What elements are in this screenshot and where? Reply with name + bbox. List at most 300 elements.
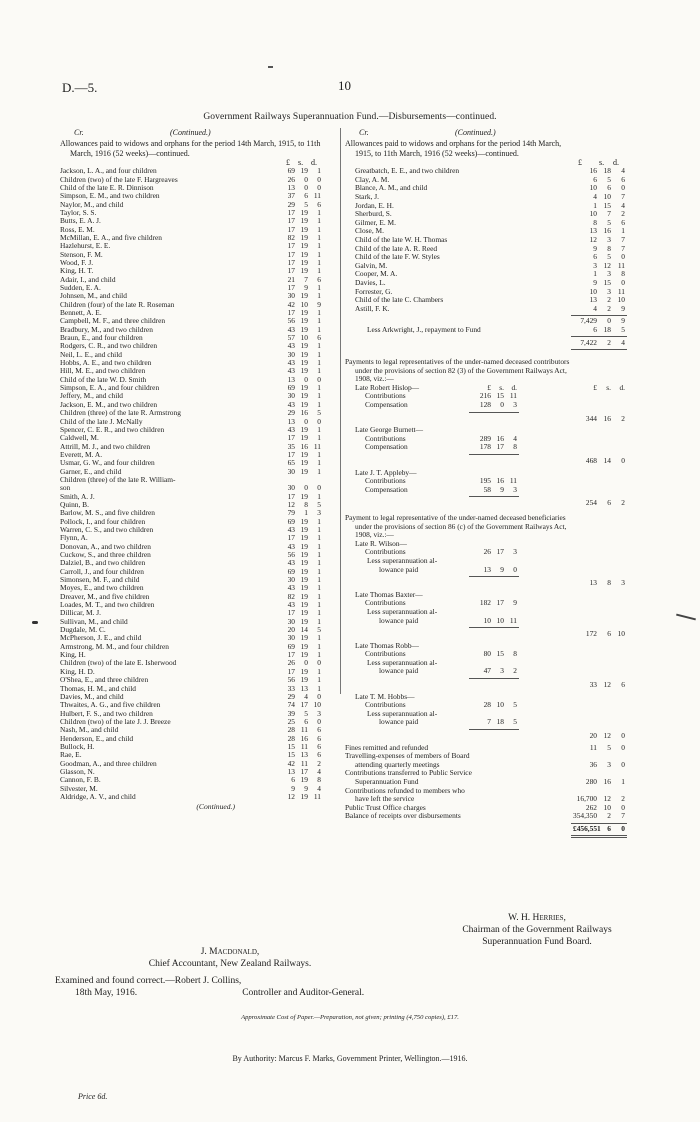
amount-shillings: 12: [603, 680, 611, 690]
disbursement-label: Travelling-expenses of members of Board: [345, 751, 470, 761]
amount-shillings: 19: [300, 491, 308, 501]
pence-header: d.: [311, 158, 317, 168]
chairman-title: Chairman of the Government Railways: [462, 925, 612, 935]
pound-header: £: [578, 158, 582, 168]
disbursement-label: Balance of receipts over disbursements: [345, 811, 461, 821]
shilling-header: s.: [606, 382, 611, 392]
amount-shillings: 19: [300, 566, 308, 576]
amount-pounds: 13: [287, 416, 295, 426]
amount-shillings: 7: [607, 209, 611, 219]
section-86-text: Payment to legal representative of the under-named deceased beneficiaries under the provisions of section 86 (c) of the Government Railways Act, 1908, viz.:—: [345, 512, 567, 540]
left-intro: Allowances paid to widows and orphans for the period 14th March, 1915, to 11th March, 1916 (52 weeks)—continued.: [60, 139, 321, 158]
amount-shillings: 5: [607, 217, 611, 227]
amount-pence: 2: [513, 666, 517, 676]
amount-pounds: 69: [287, 516, 295, 526]
amount-shillings: 0: [304, 483, 308, 493]
recipient-name: Cuckow, S., and three children: [60, 550, 151, 559]
recipient-name: Forrester, G.: [355, 286, 393, 296]
recipient-name: Children (three) of the late R. Armstrong: [60, 408, 181, 418]
recipient-name: Everett, M. A.: [60, 449, 103, 459]
amount-pounds: 7,422: [580, 338, 597, 348]
recipient-name: Dalziel, B., and two children: [60, 558, 146, 568]
pound-header: £: [286, 158, 290, 168]
payment-label: lowance paid: [379, 666, 419, 676]
amount-shillings: 6: [607, 629, 611, 639]
payment-label: Contributions: [365, 391, 406, 401]
amount-pence: 6: [621, 217, 625, 227]
amount-pence: 3: [621, 578, 625, 588]
amount-shillings: 16: [300, 733, 308, 743]
payment-line: [345, 486, 637, 495]
recipient-name: Hazlehurst, E. E.: [60, 241, 111, 251]
recipient-name: Wood, F. J.: [60, 257, 94, 267]
amount-pounds: 43: [287, 541, 295, 551]
amount-shillings: 7: [304, 274, 308, 284]
amount-shillings: 16: [603, 226, 611, 236]
right-allowance-list: [345, 167, 637, 313]
recipient-name: Jackson, L. A., and four children: [60, 166, 157, 176]
amount-shillings: 19: [300, 341, 308, 351]
amount-pounds: 6: [593, 324, 597, 334]
recipient-name: Children (three) of the late R. William-: [60, 474, 176, 484]
sum-rule: [469, 678, 519, 679]
amount-pence: 1: [317, 283, 321, 292]
amount-shillings: 19: [300, 207, 308, 217]
amount-pounds: 43: [287, 358, 295, 368]
amount-shillings: 17: [496, 547, 504, 557]
amount-pence: 5: [621, 324, 625, 334]
recipient-name: Barlow, M. S., and five children: [60, 508, 155, 518]
amount-shillings: 9: [304, 283, 308, 292]
amount-pounds: 1: [593, 269, 597, 279]
page-number: 10: [338, 78, 351, 93]
recipient-name: Davies, M., and child: [60, 691, 124, 701]
amount-shillings: 12: [603, 794, 611, 804]
amount-pence: 7: [621, 811, 625, 821]
amount-pounds: 30: [287, 291, 295, 301]
amount-pounds: 57: [287, 333, 295, 343]
recipient-name: Campbell, M. F., and three children: [60, 316, 166, 326]
payment-line: [345, 566, 637, 575]
amount-shillings: 3: [607, 286, 611, 296]
amount-pounds: 21: [287, 274, 295, 284]
amount-pounds: 468: [585, 456, 597, 465]
recipient-name: Adair, I., and child: [60, 274, 116, 284]
amount-pounds: 17: [287, 257, 295, 267]
sum-rule: [469, 627, 519, 628]
payment-label: Contributions: [365, 700, 406, 710]
amount-pence: 1: [317, 349, 321, 359]
amount-shillings: 3: [607, 234, 611, 244]
accountant-name: J. Macdonald,: [200, 947, 260, 957]
amount-pence: 1: [317, 558, 321, 568]
amount-pence: 1: [317, 616, 321, 626]
recipient-name: Nash, M., and child: [60, 725, 119, 735]
amount-pence: 0: [621, 759, 625, 769]
amount-shillings: 19: [300, 791, 308, 801]
amount-shillings: 19: [300, 324, 308, 334]
pound-header: £: [593, 382, 597, 392]
deceased-name: Late J. T. Appleby—: [355, 467, 417, 477]
amount-shillings: 10: [496, 700, 504, 710]
amount-pence: 11: [313, 791, 321, 801]
amount-pence: 9: [621, 303, 625, 313]
amount-pounds: 182: [479, 598, 491, 608]
amount-pence: 6: [317, 750, 321, 760]
amount-pence: 0: [621, 802, 625, 812]
amount-shillings: 19: [300, 433, 308, 443]
sum-rule: [469, 496, 519, 497]
cr-label: Cr.: [359, 128, 369, 137]
amount-pence: 1: [317, 641, 321, 651]
amount-pounds: 43: [287, 366, 295, 376]
amount-pence: 1: [317, 583, 321, 593]
amount-shillings: 19: [300, 383, 308, 393]
amount-shillings: 14: [300, 625, 308, 635]
amount-shillings: 15: [496, 649, 504, 659]
deceased-name: Late T. M. Hobbs—: [355, 691, 415, 701]
payment-label: lowance paid: [379, 564, 419, 574]
amount-pounds: 17: [287, 449, 295, 459]
amount-pounds: 128: [479, 400, 491, 410]
amount-pounds: 20: [589, 731, 597, 741]
amount-pence: 10: [617, 629, 625, 639]
disbursement-label: attending quarterly meetings: [355, 759, 440, 769]
amount-pounds: 30: [287, 616, 295, 626]
recipient-name: Child of the late C. Chambers: [355, 295, 444, 305]
amount-pounds: 9: [593, 277, 597, 287]
payment-line: [345, 667, 637, 676]
amount-pounds: 17: [287, 249, 295, 259]
amount-pounds: 43: [287, 341, 295, 351]
disbursement-label: Public Trust Office charges: [345, 802, 426, 812]
amount-pence: 0: [317, 691, 321, 701]
amount-shillings: 19: [300, 533, 308, 543]
amount-shillings: 5: [607, 252, 611, 262]
disbursement-label: Fines remitted and refunded: [345, 742, 429, 752]
amount-pence: 4: [513, 433, 517, 443]
amount-shillings: 18: [496, 717, 504, 727]
amount-shillings: 16: [496, 433, 504, 443]
amount-pounds: 3: [593, 260, 597, 270]
recipient-name: Child of the late W. D. Smith: [60, 374, 147, 384]
amount-pence: 0: [317, 658, 321, 668]
amount-pounds: 13: [589, 226, 597, 236]
pound-header: £: [487, 382, 491, 392]
recipient-name: Silvester, M.: [60, 783, 98, 793]
amount-pence: 9: [513, 598, 517, 608]
amount-shillings: 19: [300, 232, 308, 242]
recipient-name: Child of the late E. R. Dinnison: [60, 182, 154, 192]
amount-shillings: 19: [300, 216, 308, 226]
payment-label: Contributions: [365, 649, 406, 659]
amount-pounds: 30: [287, 391, 295, 401]
amount-shillings: 19: [300, 591, 308, 601]
recipient-name: Bennett, A. E.: [60, 308, 102, 318]
amount-shillings: 19: [300, 458, 308, 468]
right-header: [345, 128, 637, 139]
cost-note: Approximate Cost of Paper.—Preparation, not given; printing (4,750 copies), £17.: [241, 1014, 459, 1021]
recipient-name: Stenson, F. M.: [60, 249, 103, 259]
amount-shillings: 11: [300, 758, 308, 768]
amount-pounds: 16: [589, 166, 597, 176]
deceased-name: Late Thomas Baxter—: [355, 589, 423, 599]
recipient-name: Simpson, E. A., and four children: [60, 383, 160, 393]
amount-pence: 1: [317, 566, 321, 576]
amount-shillings: 19: [300, 575, 308, 585]
amount-pence: 11: [313, 191, 321, 201]
amount-shillings: 19: [300, 524, 308, 534]
payment-label: Contributions: [365, 433, 406, 443]
audit-statement: [55, 975, 364, 999]
amount-shillings: 19: [300, 449, 308, 459]
amount-pence: 1: [317, 458, 321, 468]
pence-header: d.: [613, 158, 619, 168]
amount-shillings: 10: [496, 615, 504, 625]
amount-shillings: 15: [603, 277, 611, 287]
amount-shillings: 19: [300, 291, 308, 301]
amount-shillings: 19: [300, 358, 308, 368]
amount-pence: 1: [317, 466, 321, 476]
recipient-name: Clay, A. M.: [355, 174, 390, 184]
recipient-name: Sudden, E. A.: [60, 283, 101, 292]
amount-pence: 2: [621, 794, 625, 804]
amount-pence: 8: [513, 649, 517, 659]
amount-pence: 0: [317, 182, 321, 192]
amount-pence: 1: [621, 777, 625, 786]
recipient-name: Garner, E., and child: [60, 466, 122, 476]
amount-shillings: 19: [300, 308, 308, 318]
amount-shillings: 11: [300, 741, 308, 751]
amount-pounds: 8: [593, 217, 597, 227]
amount-pounds: 56: [287, 675, 295, 685]
amount-pence: 2: [621, 413, 625, 423]
recipient-name: Jeffery, M., and child: [60, 391, 124, 401]
deceased-name: Late Thomas Robb—: [355, 640, 419, 650]
amount-pounds: 15: [287, 741, 295, 751]
amount-shillings: 19: [300, 316, 308, 326]
amount-pence: 3: [513, 547, 517, 557]
amount-pence: 0: [621, 742, 625, 752]
audit-date: 18th May, 1916.: [75, 988, 138, 998]
payment-line: [345, 718, 637, 727]
amount-pence: 1: [317, 249, 321, 259]
amount-pounds: 69: [287, 641, 295, 651]
amount-pence: 5: [317, 499, 321, 509]
amount-pence: 11: [617, 260, 625, 270]
amount-pence: 9: [621, 316, 625, 326]
amount-pence: 1: [317, 308, 321, 318]
recipient-name: Thomas, H. M., and child: [60, 683, 136, 693]
amount-shillings: 5: [607, 742, 611, 752]
amount-pence: 6: [317, 274, 321, 284]
amount-pence: 4: [317, 766, 321, 776]
amount-pounds: 13: [483, 564, 491, 574]
disbursement-row: [345, 812, 637, 821]
amount-pence: 7: [621, 234, 625, 244]
amount-pence: 10: [313, 700, 321, 710]
amount-shillings: 19: [300, 399, 308, 409]
sum-rule: [469, 729, 519, 730]
recipient-name: Children (two) of the late F. Hargreaves: [60, 174, 178, 184]
amount-pounds: 17: [287, 224, 295, 234]
recipient-name: Greatbatch, E. E., and two children: [355, 166, 460, 176]
amount-pounds: 216: [479, 391, 491, 401]
amount-pounds: 4: [593, 191, 597, 201]
amount-pence: 6: [317, 199, 321, 209]
amount-pence: 1: [317, 341, 321, 351]
amount-shillings: 1: [304, 508, 308, 518]
sum-rule: [571, 349, 627, 350]
entry-total: [345, 499, 637, 508]
recipient-name: Warren, C. S., and two children: [60, 524, 154, 534]
amount-pence: 1: [317, 266, 321, 276]
page-id: D.—5.: [62, 80, 98, 95]
amount-pounds: 29: [287, 199, 295, 209]
amount-pounds: 17: [287, 308, 295, 318]
recipient-name: Thwaites, A. G., and five children: [60, 700, 161, 710]
recipient-name: Dreaver, M., and five children: [60, 591, 150, 601]
amount-pence: 5: [513, 717, 517, 727]
amount-pounds: 17: [287, 608, 295, 618]
amount-shillings: 19: [300, 166, 308, 176]
amount-pence: 8: [317, 775, 321, 785]
amount-pence: 1: [317, 241, 321, 251]
payment-label: Less superannuation al-: [367, 555, 438, 565]
amount-shillings: 17: [300, 700, 308, 710]
amount-pence: 2: [317, 758, 321, 768]
amount-pounds: 17: [287, 491, 295, 501]
amount-pounds: 13: [287, 766, 295, 776]
amount-shillings: 6: [607, 183, 611, 193]
amount-pounds: 178: [479, 442, 491, 452]
amount-pounds: 1: [593, 200, 597, 210]
authority-line: By Authority: Marcus F. Marks, Government Printer, Wellington.—1916.: [232, 1054, 468, 1063]
recipient-name: son: [60, 483, 71, 493]
amount-pounds: 12: [287, 499, 295, 509]
recipient-name: Hobbs, A. E., and two children: [60, 358, 152, 368]
amount-shillings: 4: [304, 691, 308, 701]
recipient-name: Carroll, J., and four children: [60, 566, 144, 576]
amount-pence: 2: [621, 209, 625, 219]
amount-pounds: 56: [287, 316, 295, 326]
amount-shillings: 5: [304, 199, 308, 209]
amount-pounds: 17: [287, 650, 295, 660]
amount-pounds: 10: [589, 209, 597, 219]
amount-pence: 6: [621, 680, 625, 690]
amount-shillings: 19: [300, 633, 308, 643]
amount-pence: 1: [317, 524, 321, 534]
amount-pounds: 28: [483, 700, 491, 710]
chairman-signature: [412, 912, 662, 948]
amount-shillings: 3: [500, 666, 504, 676]
amount-pounds: 30: [287, 633, 295, 643]
payment-line: [345, 617, 637, 626]
amount-shillings: 19: [300, 257, 308, 267]
recipient-name: Usmar, G. W., and four children: [60, 458, 155, 468]
amount-shillings: 15: [603, 200, 611, 210]
amount-pounds: 6: [593, 174, 597, 184]
continued-label: (Continued.): [170, 128, 211, 137]
payment-label: Contributions: [365, 547, 406, 557]
amount-pounds: 20: [287, 625, 295, 635]
amount-pounds: 30: [287, 575, 295, 585]
amount-shillings: 11: [300, 725, 308, 735]
amount-shillings: 3: [607, 269, 611, 279]
recipient-name: Aldridge, A. V., and child: [60, 791, 136, 801]
amount-pounds: 30: [287, 483, 295, 493]
shilling-header: s.: [499, 382, 504, 392]
amount-shillings: 0: [304, 174, 308, 184]
recipient-name: Child of the late J. McNally: [60, 416, 143, 426]
price-note: Price 6d.: [78, 1092, 108, 1101]
amount-pounds: 17: [287, 241, 295, 251]
amount-pence: 1: [317, 650, 321, 660]
amount-pence: 6: [621, 174, 625, 184]
amount-shillings: 12: [603, 260, 611, 270]
amount-pounds: 13: [287, 182, 295, 192]
amount-pence: 1: [317, 424, 321, 434]
recipient-name: O'Shea, E., and three children: [60, 675, 149, 685]
amount-pence: 1: [317, 533, 321, 543]
amount-pence: 1: [317, 216, 321, 226]
amount-pounds: 7: [487, 717, 491, 727]
amount-pence: 0: [513, 564, 517, 574]
amount-pounds: 43: [287, 399, 295, 409]
amount-pence: 10: [617, 295, 625, 305]
payment-label: lowance paid: [379, 615, 419, 625]
amount-pounds: 42: [287, 299, 295, 309]
amount-pence: 1: [317, 516, 321, 526]
amount-pence: 8: [513, 442, 517, 452]
entry-total: [345, 415, 637, 424]
amount-pence: 7: [621, 191, 625, 201]
recipient-name: Ross, E. M.: [60, 224, 95, 234]
amount-pounds: 29: [287, 408, 295, 418]
recipient-name: Jordan, E. H.: [355, 200, 394, 210]
recipient-name: Taylor, S. S.: [60, 207, 97, 217]
amount-shillings: 13: [300, 683, 308, 693]
amount-shillings: 0: [304, 658, 308, 668]
pence-header: d.: [619, 382, 625, 392]
recipient-name: Quinn, B.: [60, 499, 89, 509]
recipient-name: Cooper, M. A.: [355, 269, 398, 279]
recipient-name: Loades, M. T., and two children: [60, 600, 155, 610]
amount-pence: 4: [621, 200, 625, 210]
auditor-title: Controller and Auditor-General.: [242, 988, 365, 998]
sum-rule: [469, 454, 519, 455]
total-rule: [571, 837, 627, 838]
entry-total: [345, 732, 637, 741]
amount-shillings: 5: [304, 708, 308, 718]
amount-shillings: 19: [300, 241, 308, 251]
amount-pounds: 280: [585, 777, 597, 786]
amount-pounds: 30: [287, 349, 295, 359]
deceased-name: Late George Burnett—: [355, 425, 423, 435]
amount-pounds: 15: [287, 750, 295, 760]
amount-shillings: 16: [496, 476, 504, 486]
amount-shillings: 6: [304, 191, 308, 201]
amount-shillings: 2: [607, 295, 611, 305]
disbursement-label: have left the service: [355, 794, 415, 804]
recipient-name: Blance, A. M., and child: [355, 183, 428, 193]
amount-pounds: 17: [287, 207, 295, 217]
amount-pounds: 10: [589, 183, 597, 193]
amount-pounds: 13: [589, 578, 597, 588]
amount-shillings: 6: [607, 498, 611, 508]
recipient-name: Pollock, I., and four children: [60, 516, 146, 526]
amount-pence: 0: [621, 252, 625, 262]
